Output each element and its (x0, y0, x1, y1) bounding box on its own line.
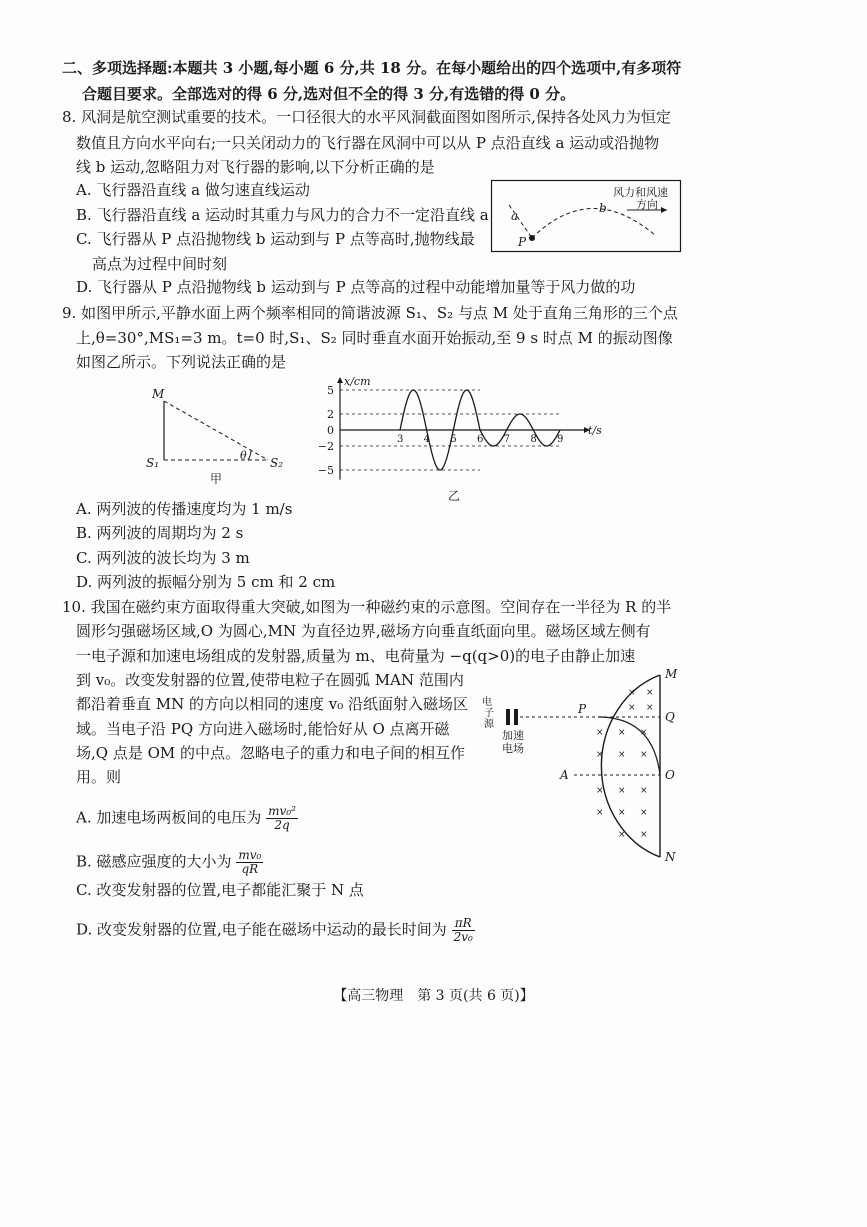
frac-denominator: qR (241, 862, 259, 876)
y-tick-label: 2 (327, 408, 334, 421)
q9-option-c: C. 两列波的波长均为 3 m (76, 549, 250, 567)
q8-stem-line3: 线 b 运动,忽略阻力对飞行器的影响,以下分析正确的是 (76, 158, 435, 176)
field-x-mark: × (640, 808, 648, 818)
q9-option-b: B. 两列波的周期均为 2 s (76, 524, 244, 542)
triangle-m-label: M (152, 387, 165, 401)
source-label-2: 子 (484, 708, 494, 719)
q10-option-c: C. 改变发射器的位置,电子都能汇聚于 N 点 (76, 881, 364, 899)
field-x-mark: × (640, 830, 648, 840)
q10-option-d-text: D. 改变发射器的位置,电子能在磁场中运动的最长时间为 (76, 920, 447, 939)
field-x-mark: × (596, 786, 604, 796)
q10-stem-line1: 10. 我国在磁约束方面取得重大突破,如图为一种磁约束的示意图。空间存在一半径为 R 的半 (62, 598, 672, 616)
accel-label-1: 加速 (502, 729, 524, 742)
field-x-mark: × (618, 808, 626, 818)
point-p-label: P (518, 235, 527, 249)
source-label-1: 电 (482, 697, 492, 708)
q10-option-d-fraction (452, 917, 475, 944)
q10-stem-line3: 一电子源和加速电场组成的发射器,质量为 m、电荷量为 −q(q>0)的电子由静止加速 (76, 647, 636, 665)
field-x-mark: × (628, 703, 636, 713)
q10-stem-line4: 到 v₀。改变发射器的位置,使带电粒子在圆弧 MAN 范围内 (76, 671, 464, 689)
point-q-label: Q (665, 710, 675, 724)
q10-option-b-fraction (236, 849, 263, 876)
field-x-mark: × (618, 786, 626, 796)
x-tick-label: 7 (503, 434, 511, 445)
curve-b-label: b (599, 201, 607, 215)
section-heading-line1: 二、多项选择题:本题共 3 小题,每小题 6 分,共 18 分。在每小题给出的四个选项中,有多项符 (62, 59, 682, 77)
source-label-3: 源 (484, 719, 494, 730)
q9-stem-line1: 9. 如图甲所示,平静水面上两个频率相同的简谐波源 S₁、S₂ 与点 M 处于直角三角形的三个点 (62, 304, 678, 322)
point-n-label: N (665, 850, 676, 864)
q10-stem-line7: 场,Q 点是 OM 的中点。忽略电子的重力和电子间的相互作 (76, 744, 466, 762)
q10-option-b-text: B. 磁感应强度的大小为 (76, 852, 232, 871)
field-x-mark: × (618, 830, 626, 840)
q10-option-a (76, 805, 298, 832)
q8-option-b: B. 飞行器沿直线 a 运动时其重力与风力的合力不一定沿直线 a (76, 206, 489, 224)
field-x-mark: × (628, 688, 636, 698)
line-a-label: a (511, 209, 519, 223)
figure-caption-jia: 甲 (210, 472, 223, 486)
q8-option-c-line2: 高点为过程中间时刻 (92, 255, 228, 273)
frac-denominator: 2q (274, 818, 290, 832)
field-into-page-marks (596, 688, 654, 840)
q10-stem-line6: 域。当电子沿 PQ 方向进入磁场时,能恰好从 O 点离开磁 (76, 720, 450, 738)
q8-stem-line1: 8. 风洞是航空测试重要的技术。一口径很大的水平风洞截面图如图所示,保持各处风力为恒定 (62, 108, 671, 126)
q10-option-d (76, 917, 475, 944)
q10-magnetic-field-figure (478, 665, 698, 870)
field-x-mark: × (618, 728, 626, 738)
frac-numerator: mv₀² (268, 804, 296, 818)
frac-numerator: πR (452, 917, 475, 931)
x-tick-label: 8 (530, 434, 537, 445)
q8-option-c-line1: C. 飞行器从 P 点沿抛物线 b 运动到与 P 点等高时,抛物线最 (76, 230, 475, 248)
point-o-label: O (665, 768, 675, 782)
field-x-mark: × (618, 750, 626, 760)
q9-stem-line3: 如图乙所示。下列说法正确的是 (76, 353, 287, 371)
q9-option-d: D. 两列波的振幅分别为 5 cm 和 2 cm (76, 573, 336, 591)
q9-triangle-figure (140, 385, 290, 485)
q8-stem-line2: 数值且方向水平向右;一只关闭动力的飞行器在风洞中可以从 P 点沿直线 a 运动或沿抛物 (76, 134, 660, 152)
q10-stem-line8: 用。则 (76, 768, 122, 786)
x-tick-label: 3 (397, 434, 404, 445)
x-axis-label: t/s (588, 424, 602, 437)
y-tick-label: 0 (327, 424, 334, 437)
field-x-mark: × (640, 786, 648, 796)
triangle-s1-label: S₁ (146, 456, 160, 470)
field-x-mark: × (596, 750, 604, 760)
q8-option-a: A. 飞行器沿直线 a 做匀速直线运动 (76, 181, 310, 199)
point-a-label: A (560, 768, 569, 782)
y-axis-arrow (337, 377, 343, 383)
q10-option-a-fraction (266, 805, 298, 832)
y-tick-label: 5 (327, 384, 334, 397)
q9-vibration-chart (300, 375, 610, 503)
field-x-mark: × (640, 728, 648, 738)
y-axis-label: x/cm (344, 375, 371, 388)
x-tick-label: 9 (557, 434, 564, 445)
section-heading-line2: 合题目要求。全部选对的得 6 分,选对但不全的得 3 分,有选错的得 0 分。 (82, 85, 576, 103)
q10-option-a-text: A. 加速电场两板间的电压为 (76, 808, 262, 827)
q8-option-d: D. 飞行器从 P 点沿抛物线 b 运动到与 P 点等高的过程中动能增加量等于风力做的功 (76, 278, 636, 296)
field-x-mark: × (646, 688, 654, 698)
x-tick-label: 6 (477, 434, 484, 445)
point-m-label: M (665, 667, 678, 681)
triangle-s2-label: S₂ (270, 456, 284, 470)
point-p-label: P (578, 702, 587, 716)
accel-label-2: 电场 (502, 742, 524, 755)
field-x-mark: × (646, 703, 654, 713)
y-tick-label: −5 (317, 464, 334, 477)
y-tick-label: −2 (317, 440, 334, 453)
page-footer: 【高三物理 第 3 页(共 6 页)】 (333, 988, 534, 1004)
wind-label-line2: 方向 (636, 198, 658, 211)
field-x-mark: × (596, 728, 604, 738)
q9-stem-line2: 上,θ=30°,MS₁=3 m。t=0 时,S₁、S₂ 同时垂直水面开始振动,至 9 s 时点 M 的振动图像 (76, 329, 673, 347)
figure-caption-yi: 乙 (448, 489, 461, 503)
field-x-mark: × (596, 808, 604, 818)
q10-stem-line5: 都沿着垂直 MN 的方向以相同的速度 v₀ 沿纸面射入磁场区 (76, 695, 469, 713)
x-tick-label: 4 (423, 434, 431, 445)
triangle-theta-label: θ (240, 449, 247, 462)
field-x-mark: × (640, 750, 648, 760)
q10-option-b (76, 849, 263, 876)
frac-numerator: mv₀ (238, 848, 262, 862)
x-tick-label: 5 (450, 434, 457, 445)
q10-stem-line2: 圆形匀强磁场区域,O 为圆心,MN 为直径边界,磁场方向垂直纸面向里。磁场区域左侧有 (76, 622, 651, 640)
q8-wind-tunnel-figure (491, 180, 681, 252)
wind-label-line1: 风力和风速 (613, 186, 668, 199)
frac-denominator: 2v₀ (453, 930, 473, 944)
q9-option-a: A. 两列波的传播速度均为 1 m/s (76, 500, 293, 518)
